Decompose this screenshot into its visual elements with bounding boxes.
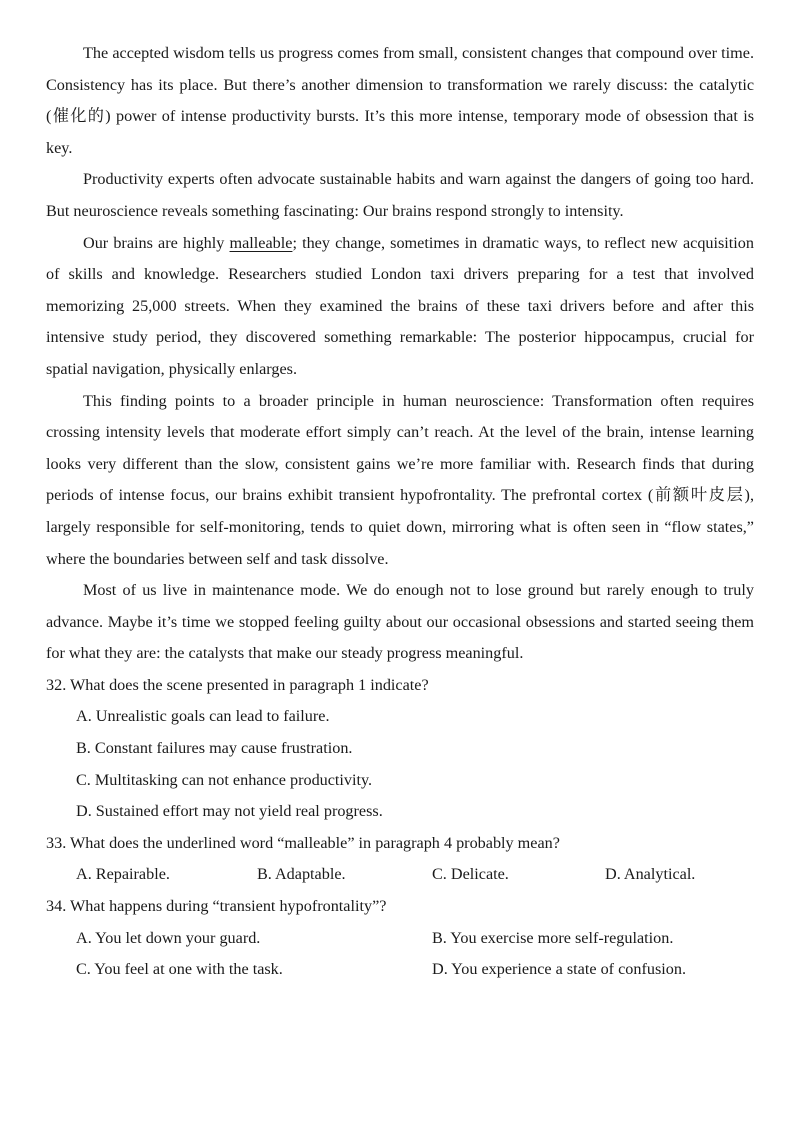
paragraph-4: This finding points to a broader principle in human neuroscience: Transformation often requires crossing intensity levels that moderate effort simply can’t reach. At the level of the brain, intense learning looks very different than the slow, consistent gains we’re more familiar with. Research finds that during periods of intense focus, our brains exhibit transient hypofrontality. The prefrontal cortex (前额叶皮层), largely responsible for self-monitoring, tends to quiet down, mirroring what is often seen in “flow states,” where the boundaries between self and task dissolve. bbox=[46, 391, 754, 568]
paragraph-5: Most of us live in maintenance mode. We do enough not to lose ground but rarely enough to truly advance. Maybe it’s time we stopped feeling guilty about our occasional obsessions and started seeing them for what they are: the catalysts that make our steady progress meaningful. bbox=[46, 581, 754, 663]
options-list bbox=[46, 701, 754, 827]
question-34 bbox=[46, 891, 754, 986]
paragraph-3 bbox=[46, 228, 754, 386]
paragraph-3-rest: ; they change, sometimes in dramatic ways, to reflect new acquisition of skills and knowledge. Researchers studied London taxi drivers preparing for a test that involved memorizing 25,000 streets. When they examined the brains of these taxi drivers before and after this intensive study period, they discovered something remarkable: The posterior hippocampus, crucial for spatial navigation, physically enlarges. bbox=[46, 233, 754, 378]
underlined-word: malleable bbox=[229, 233, 293, 252]
options-row bbox=[46, 859, 754, 891]
option-d: D. Sustained effort may not yield real progress. bbox=[76, 802, 383, 821]
question-stem: 34. What happens during “transient hypofrontality”? bbox=[46, 897, 387, 916]
options-row bbox=[46, 954, 754, 986]
paragraph-1 bbox=[46, 38, 754, 164]
option-a: A. You let down your guard. bbox=[76, 928, 261, 947]
question-stem: 32. What does the scene presented in paragraph 1 indicate? bbox=[46, 675, 429, 694]
option-b: B. Adaptable. bbox=[257, 865, 346, 884]
question-stem: 33. What does the underlined word “malleable” in paragraph 4 probably mean? bbox=[46, 833, 560, 852]
option-b: B. Constant failures may cause frustration. bbox=[76, 739, 353, 758]
paragraph-1-text: The accepted wisdom tells us progress comes from small, consistent changes that compound over time. Consistency has its place. But there’s another dimension to transformation we rarely discuss: the catalytic (催化的) power of intense productivity bursts. It’s this more intense, temporary mode of obsession that is key. bbox=[46, 44, 754, 157]
option-b: B. You exercise more self-regulation. bbox=[432, 928, 674, 947]
paragraph-3-lead: Our brains are highly bbox=[83, 233, 230, 252]
option-a: A. Unrealistic goals can lead to failure. bbox=[76, 707, 330, 726]
option-c: C. Delicate. bbox=[432, 865, 509, 884]
option-a: A. Repairable. bbox=[76, 865, 170, 884]
option-d: D. Analytical. bbox=[605, 865, 696, 884]
paragraph-2: Productivity experts often advocate sustainable habits and warn against the dangers of going too hard. But neuroscience reveals something fascinating: Our brains respond strongly to intensity. bbox=[46, 170, 754, 220]
question-32 bbox=[46, 670, 754, 828]
question-33 bbox=[46, 828, 754, 891]
exam-page bbox=[46, 38, 754, 986]
option-c: C. Multitasking can not enhance productivity. bbox=[76, 770, 373, 789]
option-d: D. You experience a state of confusion. bbox=[432, 960, 686, 979]
option-c: C. You feel at one with the task. bbox=[76, 960, 283, 979]
options-row bbox=[46, 923, 754, 955]
